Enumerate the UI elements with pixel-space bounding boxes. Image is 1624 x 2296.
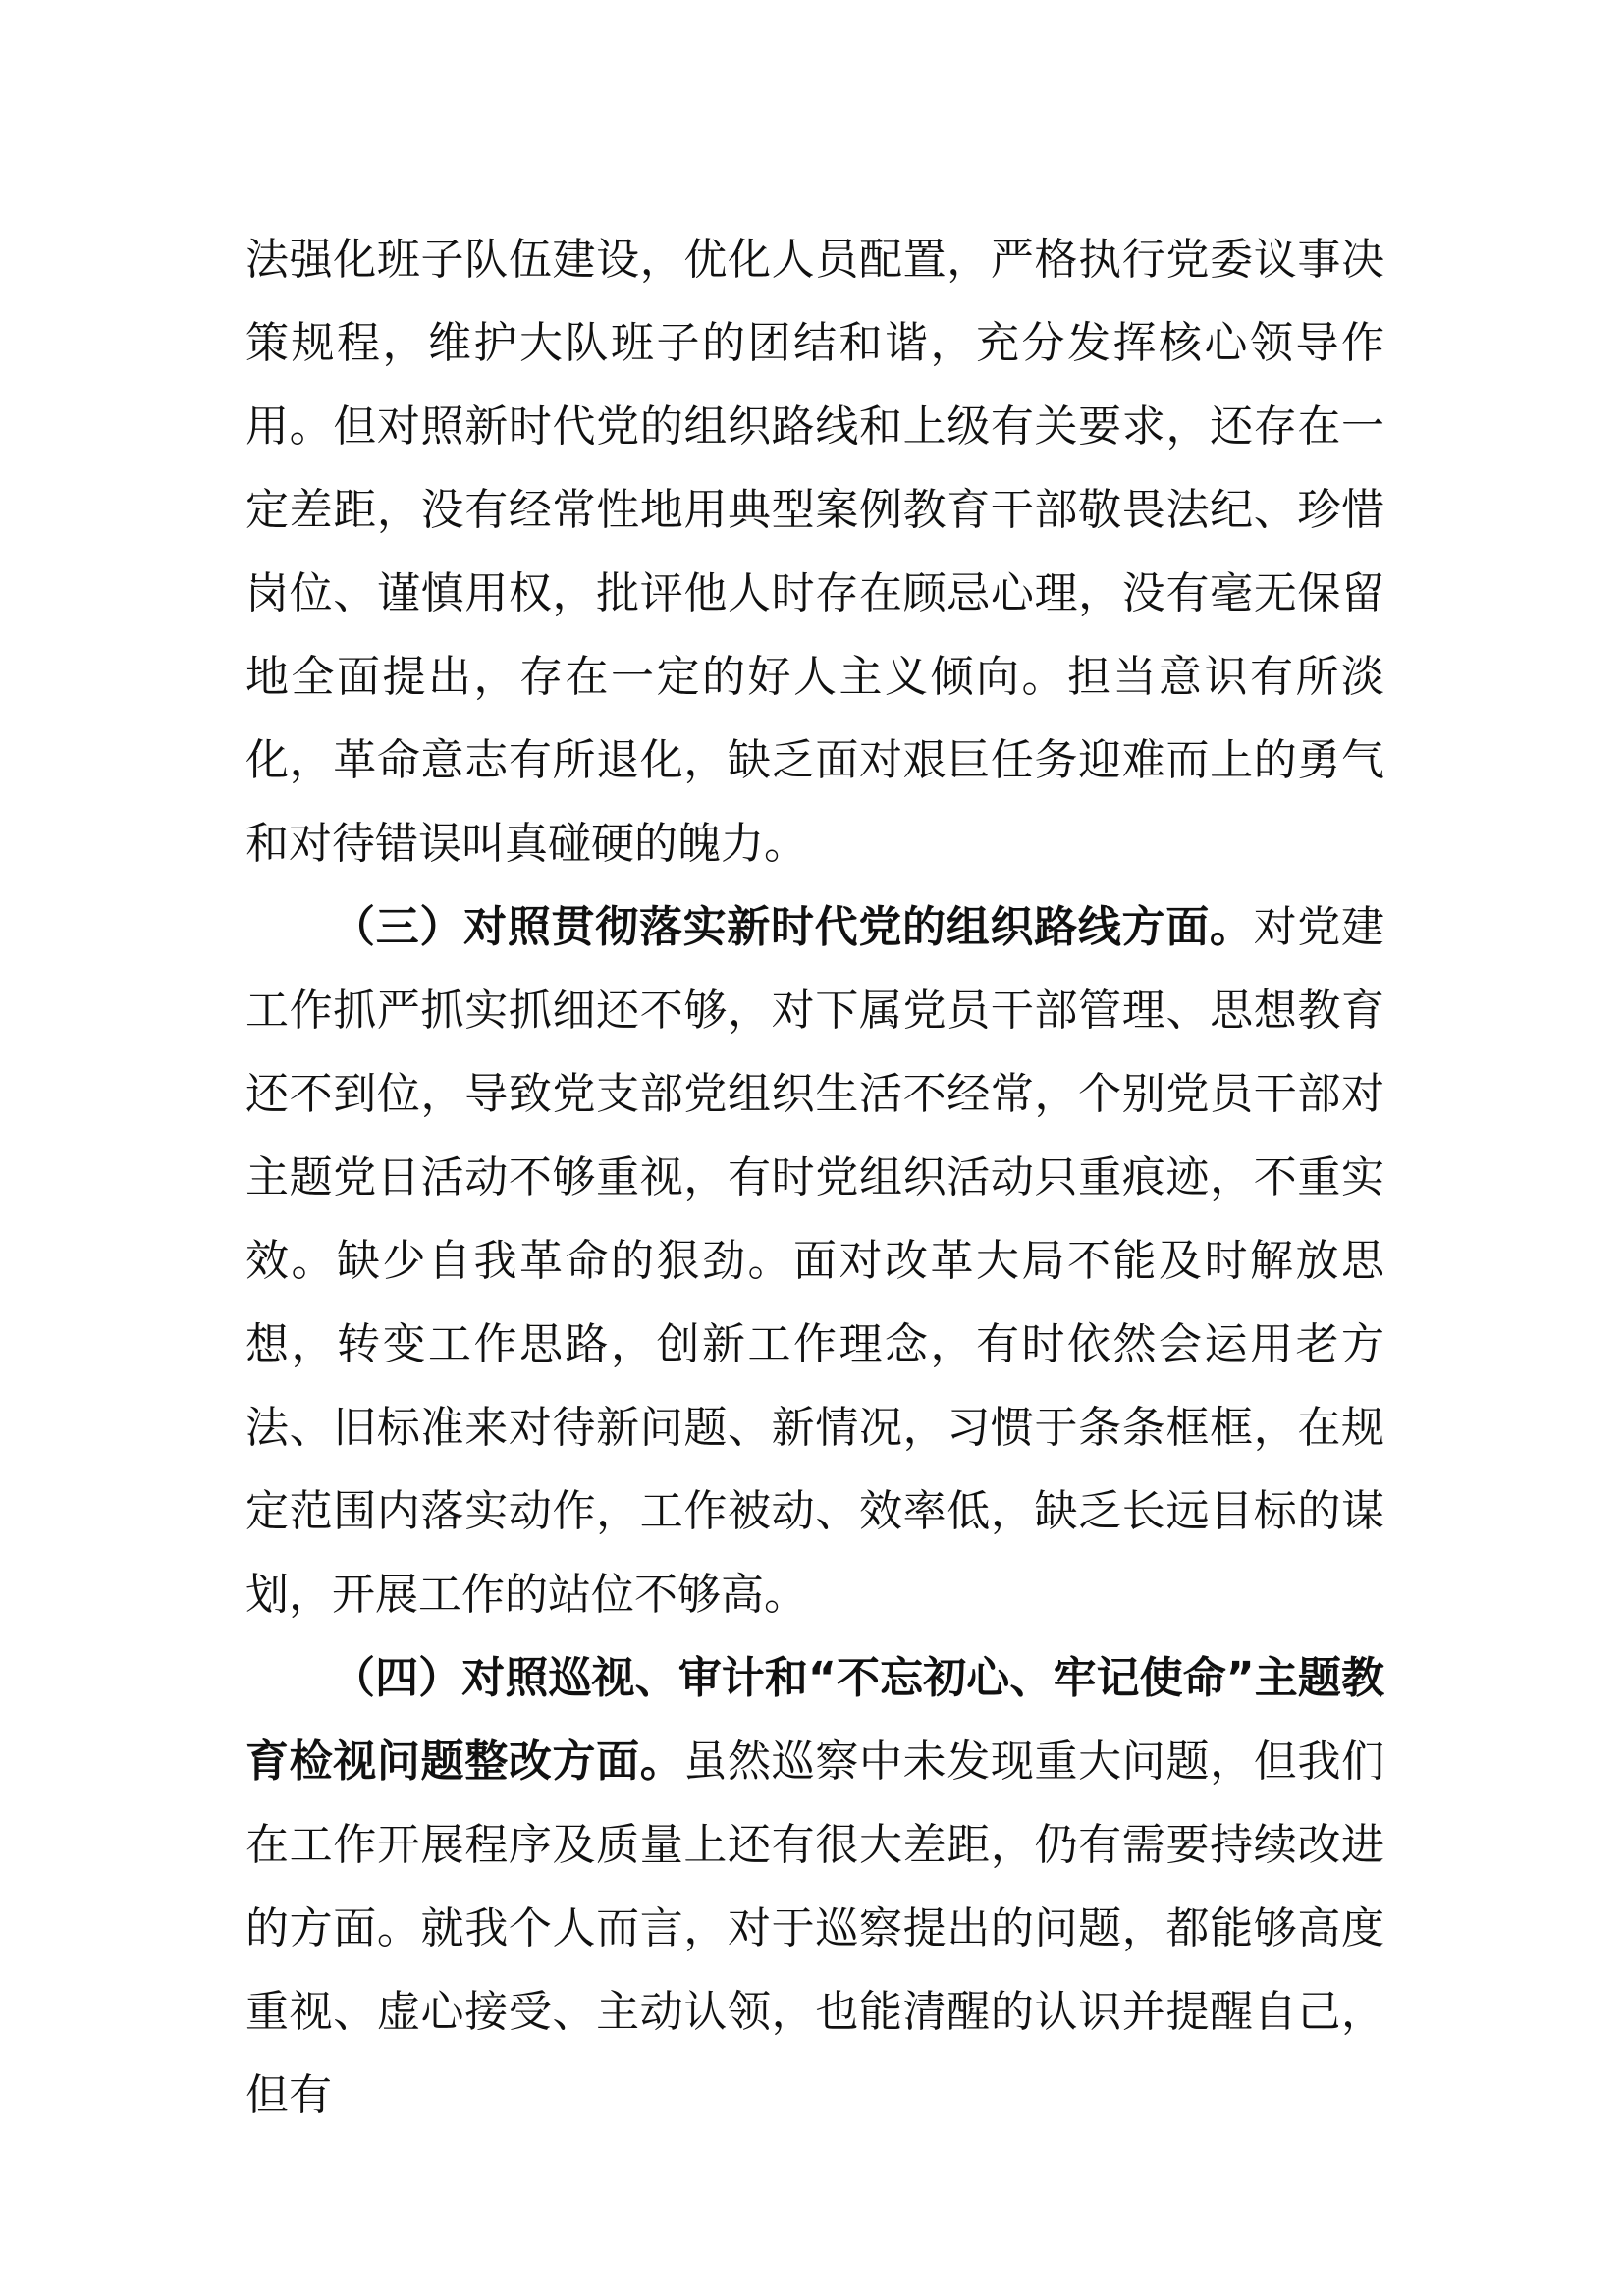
paragraph-continued: 法强化班子队伍建设，优化人员配置，严格执行党委议事决策规程，维护大队班子的团结和谐，充分发挥核心领导作用。但对照新时代党的组织路线和上级有关要求，还存在一定差距，没有经常性地用典型案例教育干部敬畏法纪、珍惜岗位、谨慎用权，批评他人时存在顾忌心理，没有毫无保留地全面提出，存在一定的好人主义倾向。担当意识有所淡化，革命意志有所退化，缺乏面对艰巨任务迎难而上的勇气和对待错误叫真碰硬的魄力。 [245,235,1384,869]
section-4-body: 虽然巡察中未发现重大问题，但我们在工作开展程序及质量上还有很大差距，仍有需要持续改进的方面。就我个人而言，对于巡察提出的问题，都能够高度重视、虚心接受、主动认领，也能清醒的认识并提醒自己，但有 [245,1736,1385,2120]
section-4-heading: （四）对照巡视、审计和“不忘初心、牢记使命”主题教育检视问题整改方面。 [245,1653,1384,1787]
paragraph-section-4 [245,1636,1384,2137]
section-3-heading: （三）对照贯彻落实新时代党的组织路线方面。 [332,902,1254,952]
paragraph-section-3 [245,885,1384,1636]
document-body [245,218,1384,2137]
section-3-body: 对党建工作抓严抓实抓细还不够，对下属党员干部管理、思想教育还不到位，导致党支部党组织生活不经常，个别党员干部对主题党日活动不够重视，有时党组织活动只重痕迹，不重实效。缺少自我革命的狠劲。面对改革大局不能及时解放思想，转变工作思路，创新工作理念，有时依然会运用老方法、旧标准来对待新问题、新情况，习惯于条条框框，在规定范围内落实动作，工作被动、效率低，缺乏长远目标的谋划，开展工作的站位不够高。 [245,902,1385,1620]
